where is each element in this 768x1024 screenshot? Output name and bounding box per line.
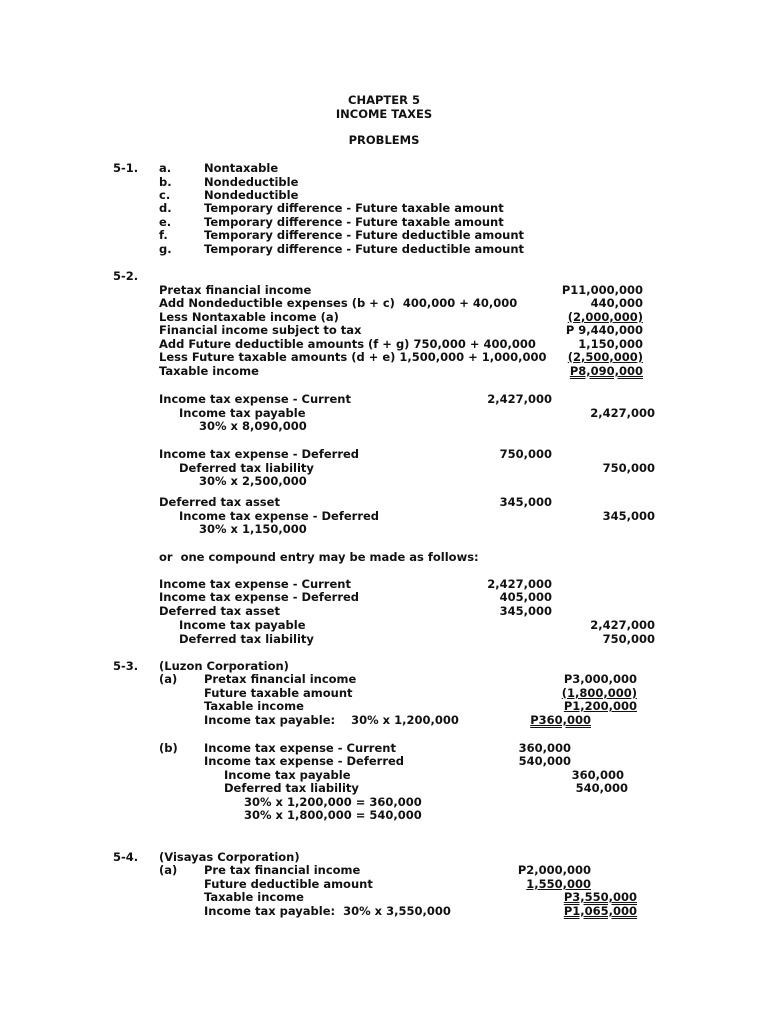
journal-debit-account: Income tax expense - Deferred bbox=[159, 447, 360, 461]
journal-credit-amount: 2,427,000 bbox=[590, 406, 655, 420]
calc-label: Pre tax financial income bbox=[204, 863, 361, 877]
journal-debit-amount: 2,427,000 bbox=[487, 577, 552, 591]
calc-value: P11,000,000 bbox=[561, 283, 643, 297]
journal-credit-account: Income tax expense - Deferred bbox=[179, 509, 380, 523]
journal-credit-amount: 2,427,000 bbox=[590, 618, 655, 632]
calc-label: Add Nondeductible expenses (b + c) 400,000 + 40,000 bbox=[159, 296, 518, 310]
journal-note: 30% x 1,200,000 = 360,000 bbox=[244, 795, 422, 809]
journal-credit-account: Income tax payable bbox=[224, 768, 351, 782]
chapter-title: INCOME TAXES bbox=[335, 107, 433, 121]
journal-credit-amount: 360,000 bbox=[571, 768, 624, 782]
calc-value: P3,000,000 bbox=[563, 672, 637, 686]
calc-value: P360,000 bbox=[530, 713, 591, 727]
journal-debit-account: Income tax expense - Current bbox=[159, 577, 351, 591]
problem-number: 5-1. bbox=[113, 161, 139, 175]
calc-label: Future deductible amount bbox=[204, 877, 373, 891]
calc-label: Less Future taxable amounts (d + e) 1,500,000 + 1,000,000 bbox=[159, 350, 547, 364]
item-text: Temporary difference - Future taxable amount bbox=[204, 201, 504, 215]
calc-value: P1,065,000 bbox=[563, 904, 637, 918]
item-letter: c. bbox=[159, 188, 171, 202]
item-letter: a. bbox=[159, 161, 172, 175]
calc-label: Pretax financial income bbox=[204, 672, 357, 686]
journal-debit-amount: 405,000 bbox=[499, 590, 552, 604]
section-heading: PROBLEMS bbox=[348, 133, 420, 147]
calc-label: Income tax payable: 30% x 3,550,000 bbox=[204, 904, 451, 918]
company-name: (Visayas Corporation) bbox=[159, 850, 300, 864]
journal-debit-account: Deferred tax asset bbox=[159, 604, 280, 618]
calc-value: P8,090,000 bbox=[569, 364, 643, 378]
calc-label: Taxable income bbox=[204, 890, 304, 904]
journal-debit-amount: 360,000 bbox=[518, 741, 571, 755]
compound-entry-intro: or one compound entry may be made as follows: bbox=[159, 550, 479, 564]
item-text: Nontaxable bbox=[204, 161, 279, 175]
calc-value: (2,000,000) bbox=[567, 310, 643, 324]
item-letter: d. bbox=[159, 201, 172, 215]
journal-credit-amount: 750,000 bbox=[602, 632, 655, 646]
journal-debit-account: Deferred tax asset bbox=[159, 495, 280, 509]
journal-note: 30% x 2,500,000 bbox=[199, 474, 307, 488]
calc-value: (2,500,000) bbox=[567, 350, 643, 364]
calc-label: Add Future deductible amounts (f + g) 750,000 + 400,000 bbox=[159, 337, 536, 351]
journal-credit-account: Deferred tax liability bbox=[179, 461, 314, 475]
item-text: Nondeductible bbox=[204, 175, 299, 189]
part-label: (a) bbox=[159, 863, 178, 877]
calc-value: P1,200,000 bbox=[563, 699, 637, 713]
calc-label: Future taxable amount bbox=[204, 686, 353, 700]
journal-debit-amount: 750,000 bbox=[499, 447, 552, 461]
calc-label: Less Nontaxable income (a) bbox=[159, 310, 339, 324]
calc-value: P3,550,000 bbox=[563, 890, 637, 904]
calc-value: 1,550,000 bbox=[526, 877, 591, 891]
part-label: (a) bbox=[159, 672, 178, 686]
journal-debit-account: Income tax expense - Deferred bbox=[159, 590, 360, 604]
journal-note: 30% x 1,800,000 = 540,000 bbox=[244, 808, 422, 822]
item-text: Temporary difference - Future taxable amount bbox=[204, 215, 504, 229]
journal-credit-account: Income tax payable bbox=[179, 406, 306, 420]
journal-debit-account: Income tax expense - Deferred bbox=[204, 754, 405, 768]
calc-value: 440,000 bbox=[590, 296, 643, 310]
item-text: Nondeductible bbox=[204, 188, 299, 202]
journal-debit-account: Income tax expense - Current bbox=[204, 741, 396, 755]
journal-debit-amount: 345,000 bbox=[499, 604, 552, 618]
calc-label: Taxable income bbox=[159, 364, 259, 378]
journal-debit-account: Income tax expense - Current bbox=[159, 392, 351, 406]
calc-value: P 9,440,000 bbox=[565, 323, 643, 337]
journal-debit-amount: 2,427,000 bbox=[487, 392, 552, 406]
part-label: (b) bbox=[159, 741, 178, 755]
calc-value: (1,800,000) bbox=[561, 686, 637, 700]
item-letter: g. bbox=[159, 242, 172, 256]
journal-note: 30% x 8,090,000 bbox=[199, 419, 307, 433]
item-text: Temporary difference - Future deductible amount bbox=[204, 228, 525, 242]
chapter-heading: CHAPTER 5 bbox=[348, 93, 420, 107]
journal-credit-account: Income tax payable bbox=[179, 618, 306, 632]
calc-value: P2,000,000 bbox=[517, 863, 591, 877]
calc-label: Financial income subject to tax bbox=[159, 323, 362, 337]
problem-number: 5-3. bbox=[113, 659, 139, 673]
item-letter: b. bbox=[159, 175, 172, 189]
journal-note: 30% x 1,150,000 bbox=[199, 522, 307, 536]
journal-credit-account: Deferred tax liability bbox=[179, 632, 314, 646]
journal-credit-account: Deferred tax liability bbox=[224, 781, 359, 795]
calc-label: Income tax payable: 30% x 1,200,000 bbox=[204, 713, 459, 727]
item-text: Temporary difference - Future deductible amount bbox=[204, 242, 525, 256]
calc-value: 1,150,000 bbox=[578, 337, 643, 351]
calc-label: Taxable income bbox=[204, 699, 304, 713]
journal-credit-amount: 750,000 bbox=[602, 461, 655, 475]
journal-debit-amount: 345,000 bbox=[499, 495, 552, 509]
item-letter: f. bbox=[159, 228, 168, 242]
journal-credit-amount: 540,000 bbox=[575, 781, 628, 795]
journal-debit-amount: 540,000 bbox=[518, 754, 571, 768]
company-name: (Luzon Corporation) bbox=[159, 659, 289, 673]
calc-label: Pretax financial income bbox=[159, 283, 312, 297]
problem-number: 5-4. bbox=[113, 850, 139, 864]
item-letter: e. bbox=[159, 215, 172, 229]
problem-number: 5-2. bbox=[113, 269, 139, 283]
journal-credit-amount: 345,000 bbox=[602, 509, 655, 523]
